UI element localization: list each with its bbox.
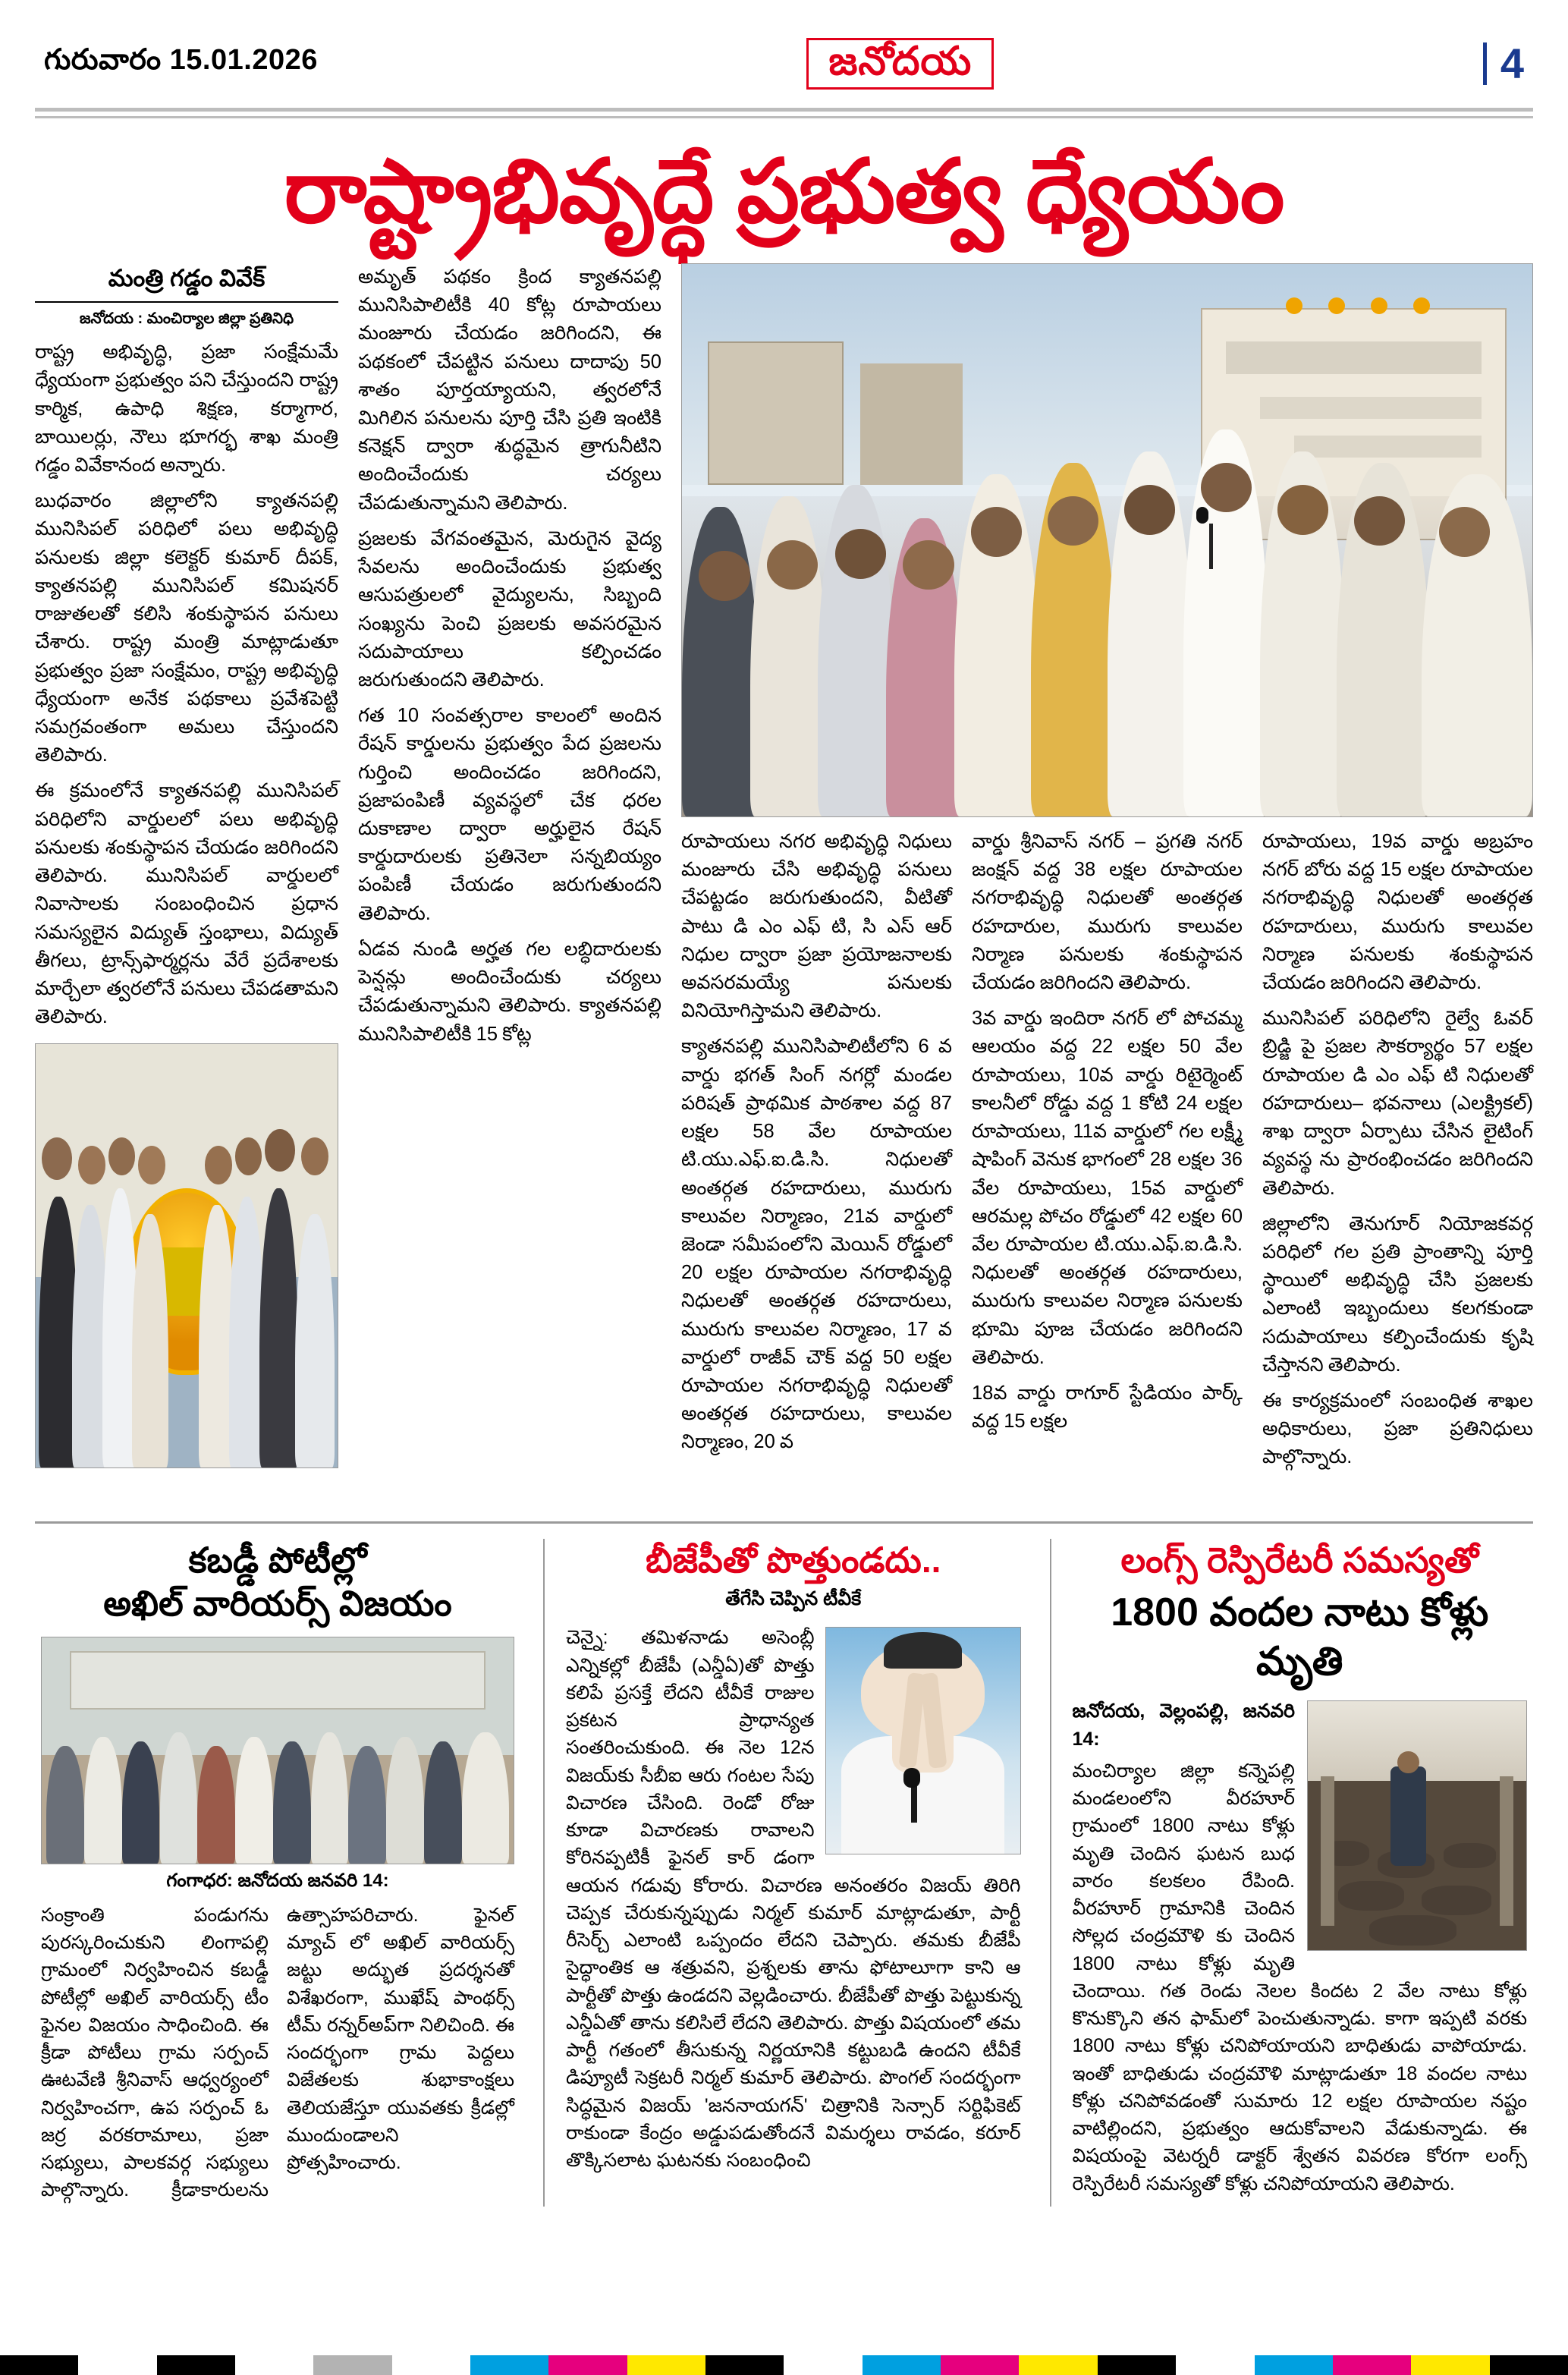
minister-speech-photo bbox=[681, 263, 1533, 817]
story-chickens bbox=[1050, 1539, 1534, 2207]
color-swatch bbox=[1333, 2355, 1411, 2375]
bjp-kicker: తేగేసి చెప్పిన టీవీకే bbox=[725, 1588, 862, 1610]
color-swatch bbox=[0, 2355, 78, 2375]
paragraph: అమృత్ పథకం క్రింద క్యాతనపల్లి మునిసిపాలిటీకి 40 కోట్ల రూపాయలు మంజూరు చేయడం జరిగిందని, ఈ పథకంలో చేపట్టిన పనులు దాదాపు 50 శాతం పూర్తయ్యాయని, త్వరలోనే మిగిలిన పనులను పూర్తి చేసి ప్రతి ఇంటికి కనెక్షన్ ద్వారా శుద్ధమైన త్రాగునీటిని అందించేందుకు చర్యలు చేపడుతున్నామని తెలిపారు. bbox=[358, 266, 661, 514]
color-swatch bbox=[1019, 2355, 1097, 2375]
chickens-headline bbox=[1073, 1539, 1528, 1583]
page-title: రాష్ట్రాభివృద్ధే ప్రభుత్వ ధ్యేయం bbox=[284, 142, 1284, 241]
color-swatch bbox=[1411, 2355, 1489, 2375]
section-divider bbox=[35, 1521, 1533, 1524]
kabaddi-headline-line2: అఖిల్ వారియర్స్ విజయం bbox=[103, 1584, 452, 1624]
paragraph: రాష్ట్ర అభివృద్ధి, ప్రజా సంక్షేమమే ధ్యేయంగా ప్రభుత్వం పని చేస్తుందని రాష్ట్ర కార్మిక, ఉపాధి శిక్షణ, కర్మాగార, బాయిలర్లు, నౌలు భూగర్భ శాఖ మంత్రి గడ్డం వివేకానంద అన్నారు. bbox=[35, 341, 338, 477]
newspaper-logo: జనోదయ bbox=[806, 38, 994, 90]
bjp-body: చెన్నై: తమిళనాడు అసెంబ్లీ ఎన్నికల్లో బీజేపీ (ఎన్డీఏ)తో పొత్తు కలిపే ప్రసక్తే లేదని టీవీకే రాజుల ప్రకటన ప్రాధాన్యత సంతరించుకుంది. ఈ నెల 12న విజయ్‌కు సీబీఐ ఆరు గంటల సేపు విచారణ చేసింది. రెండో రోజు కూడా విచారణకు రావాలని కోరినప్పటికీ ఫైనల్ కార్ డంగా ఆయన గడువు కోరారు. విచారణ అనంతరం విజయ్ తిరిగి చెప్పక చేరుకున్నప్పుడు నిర్మల్ కుమార్ మాట్లాడుతూ, పార్టీ రీసెర్చ్ ఎలాంటి ఒప్పందం లేదని చెప్పారు. తమకు బీజేపీ సైద్ధాంతిక ఆ శత్రువని, ప్రశ్నలకు తాను ఫోటాలూగా కాని ఆ పార్టీతో పొత్తు ఉండదని వెల్లడించారు. బీజేపీతో పొత్తు పెట్టుకున్న ఎన్డీఏతో తాను కలిసిలే లేదని తెలిపారు. పొత్తు విషయంలో తమ పార్టీ గతంలో తీసుకున్న నిర్ణయానికి కట్టుబడి ఉందని టీవీకే డిప్యూటీ సెక్రటరీ నిర్మల్ కుమార్ తెలిపారు. పొంగల్ సందర్భంగా సిద్ధమైన విజయ్ 'జననాయగన్' చిత్రానికి సెన్సార్ సర్టిఫికెట్ రాకుండా కేంద్రం అడ్డుపడుతోందనే విమర్శలు రావడం, కరూర్ తొక్కిసలాట ఘటనకు సంబంధించి bbox=[566, 1627, 1021, 2172]
issue-date: గురువారం 15.01.2026 bbox=[44, 44, 318, 76]
paragraph: ఈ కార్యక్రమంలో సంబంధిత శాఖల అధికారులు, ప్రజా ప్రతినిధులు పాల్గొన్నారు. bbox=[1262, 1390, 1533, 1468]
chickens-dateline: జనోదయ, వెల్లంపల్లి, జనవరి 14: bbox=[1072, 1700, 1295, 1750]
paragraph: రూపాయలు, 19వ వార్డు అబ్రహం నగర్ బోరు వద్ద 15 లక్షల రూపాయల నగరాభివృద్ధి నిధులతో అంతర్గత రహదారులు, మురుగు కాలువల నిర్మాణ పనులకు శంకుస్థాపన చేయడం జరిగిందని తెలిపారు. bbox=[1262, 830, 1533, 993]
inauguration-photo bbox=[35, 1043, 338, 1468]
color-swatch bbox=[1490, 2355, 1568, 2375]
lead-text-col1 bbox=[35, 338, 338, 1031]
color-swatch bbox=[784, 2355, 862, 2375]
kabaddi-caption: గంగాధర: జనోదయ జనవరి 14: bbox=[166, 1870, 389, 1891]
lead-column-3 bbox=[681, 263, 1533, 1508]
lead-text-col3c bbox=[1262, 828, 1533, 1480]
lead-byline: మంత్రి గడ్డం వివేక్ bbox=[35, 263, 338, 303]
story-kabaddi bbox=[35, 1539, 520, 2207]
lead-story bbox=[35, 263, 1533, 1508]
paragraph: క్యాతనపల్లి మునిసిపాలిటీలోని 6 వ వార్డు భగత్ సింగ్ నగర్లో మండల పరిషత్ ప్రాథమిక పాఠశాల వద్ద 87 లక్షల 58 వేల రూపాయల టి.యు.ఎఫ్.ఐ.డి.సి. నిధులతో అంతర్గత రహదారులు, మురుగు కాలువల నిర్మాణం, 21వ వార్డులో జెండా సమీపంలోని మెయిన్ రోడ్డులో 20 లక్షల రూపాయల నగరాభివృద్ధి నిధులతో అంతర్గత రహదారులు, మురుగు కాలువల నిర్మాణం, 17 వ వార్డులో రాజీవ్ చౌక్ వద్ద 50 లక్షల రూపాయల నగరాభివృద్ధి నిధులతో అంతర్గత రహదారులు, కాలువల నిర్మాణం, 20 వ bbox=[681, 1036, 952, 1453]
color-swatch bbox=[392, 2355, 470, 2375]
lead-text-col2 bbox=[358, 263, 661, 1049]
paragraph: రూపాయలు నగర అభివృద్ధి నిధులు మంజూరు చేసి అభివృద్ధి పనులు చేపట్టడం జరుగుతుందని, వీటితో పాటు డి ఎం ఎఫ్ టి, సి ఎస్ ఆర్ నిధుల ద్వారా ప్రజా ప్రయోజనాలకు అవసరమయ్యే పనులకు వినియోగిస్తామని తెలిపారు. bbox=[681, 830, 952, 1022]
paragraph: బుధవారం జిల్లాలోని క్యాతనపల్లి మునిసిపల్ పరిధిలో పలు అభివృద్ధి పనులకు జిల్లా కలెక్టర్ కుమార్ దీపక్, క్యాతనపల్లి మునిసిపల్ కమిషనర్ రాజుతలతో కలిసి శంకుస్థాపన పనులు చేశారు. రాష్ట్ర మంత్రి మాట్లాడుతూ ప్రభుత్వం ప్రజా సంక్షేమం, రాష్ట్ర అభివృద్ధి ధ్యేయంగా అనేక పథకాలు ప్రవేశపెట్టి సమగ్రవంతంగా అమలు చేస్తుందని తెలిపారు. bbox=[35, 490, 338, 766]
color-swatch bbox=[705, 2355, 784, 2375]
color-swatch bbox=[157, 2355, 235, 2375]
color-swatch bbox=[313, 2355, 391, 2375]
kabaddi-team-photo bbox=[41, 1637, 514, 1864]
paragraph: గత 10 సంవత్సరాల కాలంలో అందిన రేషన్ కార్డులను ప్రభుత్వం పేద ప్రజలను గుర్తించి అందించడం జరిగిందని, ప్రజాపంపిణీ వ్యవస్థలో చేక ధరల దుకాణాల ద్వారా అర్హులైన రేషన్ కార్డుదారులకు ప్రతినెలా సన్నబియ్యం పంపిణీ చేయడం జరుగుతుందని తెలిపారు. bbox=[358, 705, 661, 924]
chickens-body: మంచిర్యాల జిల్లా కన్నెపల్లి మండలంలోని వీరహూర్ గ్రామంలో 1800 నాటు కోళ్లు మృతి చెందిన ఘటన బుధ వారం కలకలం రేపింది. వీరహూర్ గ్రామానికి చెందిన సోల్లద చంద్రమౌళి కు చెందిన 1800 నాటు కోళ్లు మృతి చెందాయి. గత రెండు నెలల కిందట 2 వేల నాటు కోళ్లు కొనుక్కొని తన ఫామ్‌లో పెంచుతున్నాడు. కాగా ఇప్పటి వరకు 1800 నాటు కోళ్లు చనిపోయాయని బాధితుడు వాపోయాడు. ఇంతో బాధితుడు చంద్రమౌళి మాట్లాడుతూ 18 వందల నాటు కోళ్లు చనిపోవడంతో సుమారు 12 లక్షల రూపాయల నష్టం వాటిల్లిందని, ప్రభుత్వం ఆదుకోవాలని వేడుకున్నాడు. ఈ విషయంపై వెటర్నరీ డాక్టర్ శ్వేతన వివరణ కోరగా లంగ్స్ రెస్పిరేటరీ సమస్యతో కోళ్లు చనిపోయాయని తెలిపారు. bbox=[1072, 1760, 1527, 2194]
paragraph: ఏడవ నుండి అర్హత గల లబ్ధిదారులకు పెన్షన్లు అందించేందుకు చర్యలు చేపడుతున్నామని తెలిపారు. క్యాతనపల్లి మునిసిపాలిటీకి 15 కోట్ల bbox=[358, 938, 661, 1045]
color-swatch bbox=[1176, 2355, 1254, 2375]
color-swatch bbox=[470, 2355, 548, 2375]
kabaddi-headline bbox=[41, 1539, 514, 1626]
paragraph: జిల్లాలోని తెనుగూర్ నియోజకవర్గ పరిధిలో గల ప్రతి ప్రాంతాన్ని పూర్తి స్థాయిలో అభివృద్ధి చేసి ప్రజలకు ఎలాంటి ఇబ్బందులు కలగకుండా సదుపాయాలు కల్పించేందుకు కృషి చేస్తానని తెలిపారు. bbox=[1262, 1213, 1533, 1376]
page-number: 4 bbox=[1483, 42, 1524, 85]
bjp-headline: బీజేపీతో పొత్తుండదు.. bbox=[646, 1540, 941, 1580]
vijay-portrait-photo bbox=[825, 1627, 1021, 1854]
lead-dateline: జనోదయ : మంచిర్యాల జిల్లా ప్రతినిధి bbox=[79, 310, 294, 328]
paragraph: 3వ వార్డు ఇందిరా నగర్ లో పోచమ్మ ఆలయం వద్ద 22 లక్షల 50 వేల రూపాయలు, 10వ వార్డు రిటైర్మెంట్ కాలనీలో రోడ్డు వద్ద 1 కోటి 24 లక్షల రూపాయలు, 11వ వార్డులో గల లక్ష్మీ షాపింగ్ వెనుక భాగంలో 28 లక్షల 36 వేల రూపాయలు, 15వ వార్డులో ఆరమల్ల పోచం రోడ్డులో 42 లక్షల 60 వేల రూపాయల టి.యు.ఎఫ్.ఐ.డి.సి. నిధులతో అంతర్గత రహదారులు, మురుగు కాలువల నిర్మాణ పనులకు భూమి పూజ చేయడం జరిగిందని తెలిపారు. bbox=[972, 1008, 1243, 1368]
paragraph: మునిసిపల్ పరిధిలోని రైల్వే ఓవర్ బ్రిడ్జి పై ప్రజల సౌకర్యార్థం 57 లక్షల రూపాయల డి ఎం ఎఫ్ టి నిధులతో రహదారులు– భవనాలు (ఎలక్ట్రికల్) శాఖ ద్వారా ఏర్పాటు చేసిన లైటింగ్ వ్యవస్థ ను ప్రారంభించడం జరిగిందని తెలిపారు. bbox=[1262, 1008, 1533, 1199]
kabaddi-headline-line1: కబడ్డీ పోటీల్లో bbox=[188, 1540, 367, 1580]
story-bjp bbox=[543, 1539, 1027, 2207]
lead-subcolumns bbox=[681, 828, 1533, 1480]
paragraph: ఈ క్రమంలోనే క్యాతనపల్లి మునిసిపల్ పరిధిలోని వార్డులలో పలు అభివృద్ధి పనులకు శంకుస్థాపన చేయడం జరిగిందని తెలిపారు. మునిసిపల్ వార్డులలో నివాసాలకు సంబంధించిన ప్రధాన సమస్యలైన విద్యుత్ స్తంభాలు, విద్యుత్ తీగలు, ట్రాన్స్‌ఫార్మర్లను వేరే ప్రదేశాలకు మార్చేలా త్వరలోనే పనులు చేపడతామని తెలిపారు. bbox=[35, 780, 338, 1028]
chickens-headline-line2: 1800 వందల నాటు కోళ్లు మృతి bbox=[1111, 1590, 1489, 1685]
color-swatch bbox=[1255, 2355, 1333, 2375]
chickens-headline-line1: లంగ్స్ రెస్పిరేటరీ సమస్యతో bbox=[1120, 1540, 1479, 1580]
bottom-stories bbox=[35, 1539, 1533, 2207]
masthead bbox=[35, 30, 1533, 97]
paragraph: వార్డు శ్రీనివాస్ నగర్ – ప్రగతి నగర్ జంక్షన్ వద్ద 38 లక్షల రూపాయల నగరాభివృద్ధి నిధులతో అంతర్గత రహదారుల, మురుగు కాలువల నిర్మాణ పనులకు శంకుస్థాపన చేయడం జరిగిందని తెలిపారు. bbox=[972, 830, 1243, 993]
color-swatch bbox=[548, 2355, 627, 2375]
color-swatch bbox=[235, 2355, 313, 2375]
kabaddi-body: సంక్రాంతి పండుగను పురస్కరించుకుని లింగాపల్లి గ్రామంలో నిర్వహించిన కబడ్డీ పోటీల్లో అఖిల్ వారియర్స్ టీం ఫైనల విజయం సాధించింది. ఈ క్రీడా పోటీలు గ్రామ సర్పంచ్ ఊటవేణి శ్రీనివాస్ ఆధ్వర్యంలో నిర్వహించగా, ఉప సర్పంచ్ ఓ జర్ర వరకరామాలు, ప్రజా సభ్యులు, పాలకవర్గ సభ్యులు పాల్గొన్నారు. క్రీడాకారులను ఉత్సాహపరిచారు. ఫైనల్ మ్యాచ్ లో అఖిల్ వారియర్స్ జట్టు అద్భుత ప్రదర్శనతో విశేఖరంగా, ముఖేష్ పాంథర్స్ టీమ్ రన్నర్‌అప్‌గా నిలిచింది. ఈ సందర్భంగా గ్రామ పెద్దలు విజేతలకు శుభాకాంక్షలు తెలియజేస్తూ యువతకు క్రీడల్లో ముందుండాలని ప్రోత్సహించారు. bbox=[41, 1904, 514, 2201]
color-swatch bbox=[941, 2355, 1019, 2375]
poultry-farm-photo bbox=[1307, 1700, 1527, 1951]
paragraph: 18వ వార్డు రాగూర్ స్టేడియం పార్క్ వద్ద 15 లక్షల bbox=[972, 1383, 1243, 1433]
color-swatch bbox=[627, 2355, 705, 2375]
masthead-divider bbox=[35, 108, 1533, 118]
lead-column-1 bbox=[35, 263, 338, 1508]
paragraph: ప్రజలకు వేగవంతమైన, మెరుగైన వైద్య సేవలను అందించేందుకు ప్రభుత్వ ఆసుపత్రులలో వైద్యులను, సిబ్బంది సంఖ్యను పెంచి ప్రజలకు అవసరమైన సదుపాయాలు కల్పించడం జరుగుతుందని తెలిపారు. bbox=[358, 527, 661, 690]
color-swatch bbox=[1098, 2355, 1176, 2375]
print-color-bar bbox=[0, 2355, 1568, 2375]
lead-text-col3a bbox=[681, 828, 952, 1480]
color-swatch bbox=[78, 2355, 156, 2375]
color-swatch bbox=[863, 2355, 941, 2375]
lead-column-2 bbox=[358, 263, 661, 1508]
lead-text-col3b bbox=[972, 828, 1243, 1480]
